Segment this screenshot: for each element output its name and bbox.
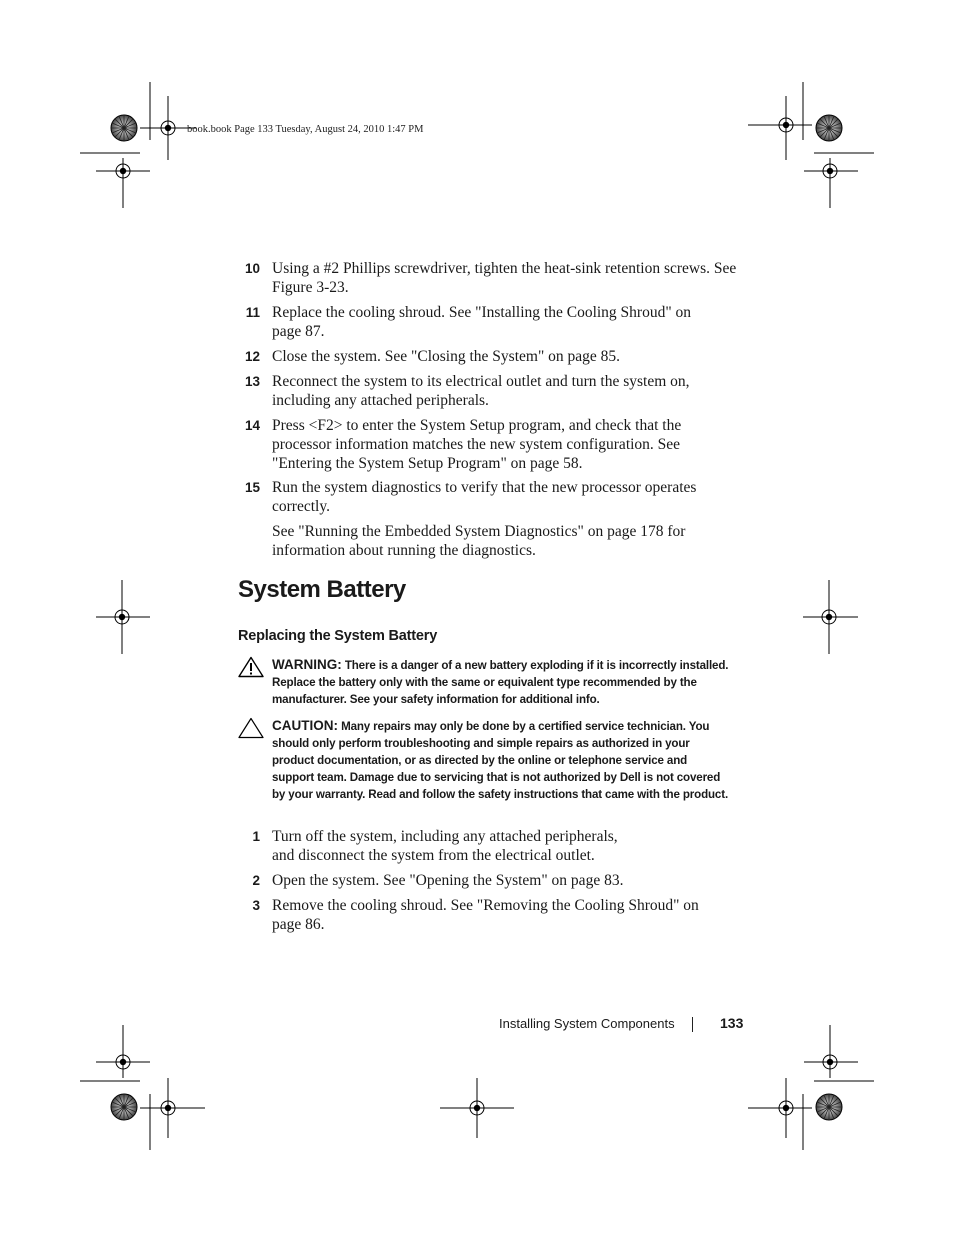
list-item	[238, 871, 738, 890]
warning-label: WARNING:	[272, 657, 342, 672]
footer-divider	[692, 1017, 693, 1032]
step-text: Press <F2> to enter the System Setup program, and check that the processor information matches the new system configuration. See "Entering the System Setup Program" on page 58.	[272, 417, 682, 472]
registration-star-icon	[111, 115, 137, 141]
step-number: 14	[244, 418, 260, 433]
step-text: Replace the cooling shroud. See "Installing the Cooling Shroud" on page 87.	[272, 304, 692, 340]
step-text: Turn off the system, including any attached peripherals, and disconnect the system from the electrical outlet.	[272, 828, 618, 864]
list-item	[238, 416, 738, 473]
caution-notice	[238, 717, 728, 803]
step-text: Run the system diagnostics to verify that the new processor operates correctly.	[272, 479, 697, 515]
step-number: 10	[244, 261, 260, 276]
step-text: Using a #2 Phillips screwdriver, tighten the heat-sink retention screws. See Figure 3-23.	[272, 260, 737, 296]
step-text: Remove the cooling shroud. See "Removing the Cooling Shroud" on page 86.	[272, 897, 699, 933]
step-number: 15	[244, 480, 260, 495]
caution-triangle-icon	[238, 717, 264, 739]
step-number: 1	[252, 829, 260, 844]
caution-label: CAUTION:	[272, 718, 338, 733]
print-slug: book.book Page 133 Tuesday, August 24, 2010 1:47 PM	[187, 124, 424, 135]
footer-chapter: Installing System Components	[499, 1016, 675, 1031]
step-number: 11	[245, 305, 260, 320]
list-item	[238, 827, 738, 865]
list-item	[238, 478, 738, 516]
list-item	[238, 896, 738, 934]
subsection-title: Replacing the System Battery	[238, 628, 438, 644]
page-number: 133	[720, 1015, 744, 1031]
warning-notice	[238, 656, 743, 708]
warning-text: There is a danger of a new battery exploding if it is incorrectly installed. Replace the battery only with the same or equivalent type recommended by the manufacturer. See your safety information for additional info.	[272, 659, 729, 706]
warning-triangle-icon	[238, 656, 264, 678]
step-note: See "Running the Embedded System Diagnostics" on page 178 for information about running the diagnostics.	[272, 523, 686, 559]
list-item	[238, 303, 738, 341]
caution-text: Many repairs may only be done by a certified service technician. You should only perform troubleshooting and simple repairs as authorized in your product documentation, or as directed by the online or telephone service and support team. Damage due to servicing that is not authorized by Dell is not covered by your warranty. Read and follow the safety instructions that came with the product.	[272, 720, 729, 801]
step-number: 2	[252, 873, 260, 888]
step-number: 3	[252, 898, 260, 913]
list-item	[238, 259, 738, 297]
list-item	[238, 347, 738, 366]
step-text: Open the system. See "Opening the System" on page 83.	[272, 872, 624, 889]
list-item	[238, 372, 738, 410]
step-text: Close the system. See "Closing the System" on page 85.	[272, 348, 621, 365]
step-number: 13	[244, 374, 260, 389]
step-number: 12	[244, 349, 260, 364]
step-text: Reconnect the system to its electrical outlet and turn the system on, including any attached peripherals.	[272, 373, 690, 409]
section-title: System Battery	[238, 576, 406, 603]
